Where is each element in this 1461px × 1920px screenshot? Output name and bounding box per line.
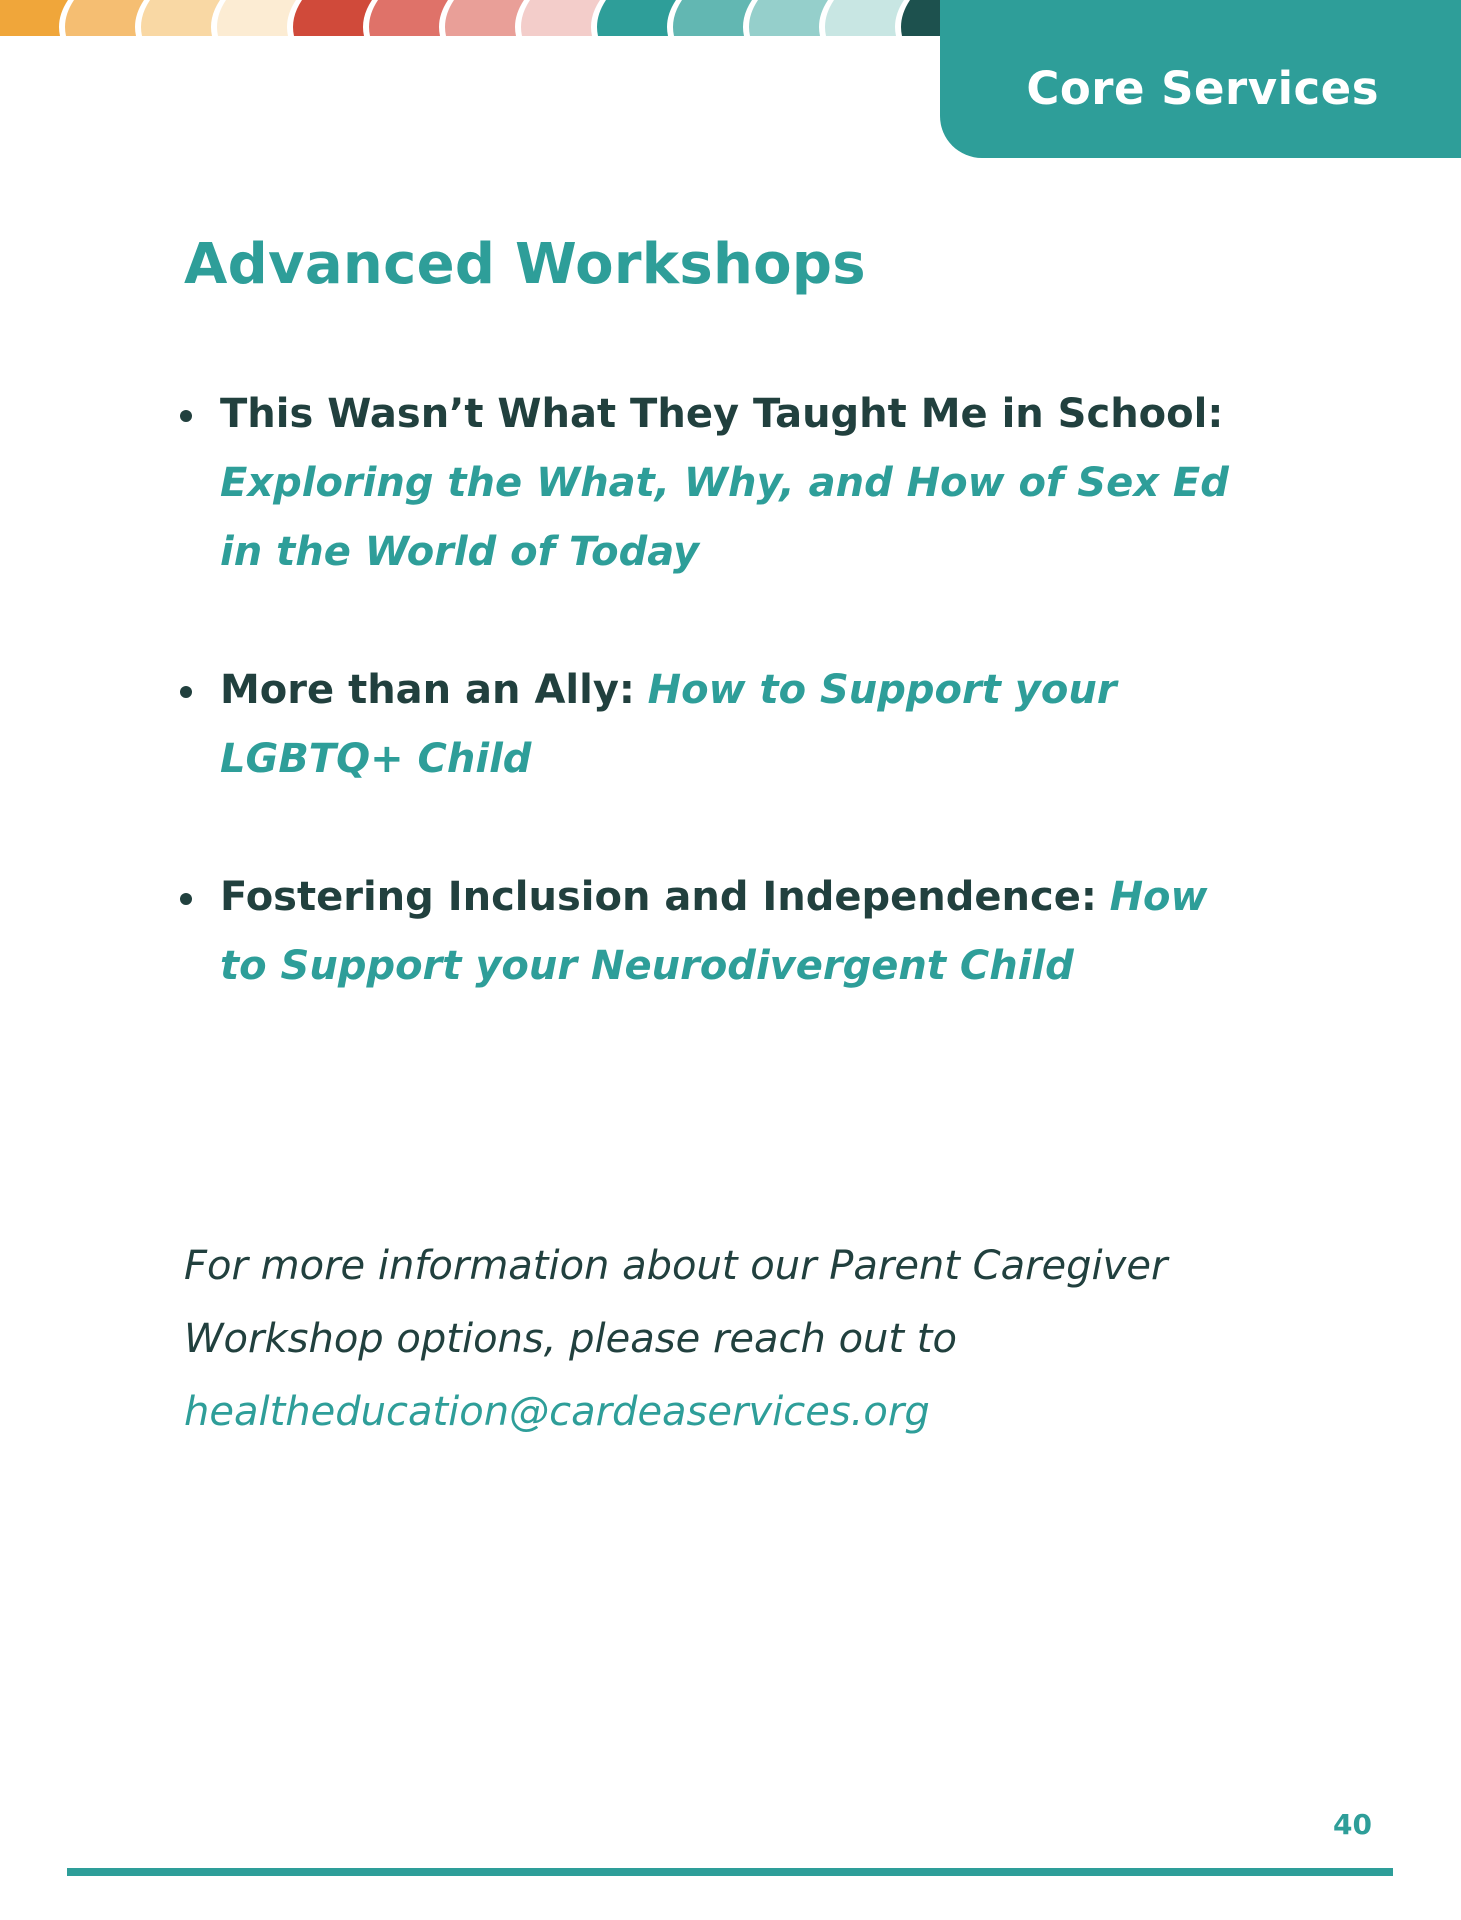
decorative-color-stripes bbox=[0, 0, 960, 36]
stripe-segment bbox=[0, 0, 68, 36]
contact-text: For more information about our Parent Caregiver Workshop options, please reach out to bbox=[184, 1243, 1168, 1362]
workshop-title: Fostering Inclusion and Independence: bbox=[220, 874, 1097, 920]
contact-email-link[interactable]: healtheducation@cardeaservices.org bbox=[184, 1389, 930, 1435]
workshop-item bbox=[220, 863, 1240, 1001]
stripe-segment bbox=[65, 0, 144, 36]
stripe-segment bbox=[141, 0, 220, 36]
stripe-segment bbox=[825, 0, 904, 36]
workshop-title: This Wasn’t What They Taught Me in School: bbox=[220, 391, 1224, 437]
stripe-segment bbox=[293, 0, 372, 36]
footer-divider bbox=[67, 1868, 1393, 1876]
stripe-segment bbox=[749, 0, 828, 36]
stripe-segment bbox=[217, 0, 296, 36]
workshop-subtitle: Exploring the What, Why, and How of Sex Ed in the World of Today bbox=[220, 460, 1229, 575]
page-title: Advanced Workshops bbox=[184, 232, 866, 297]
section-tab bbox=[940, 0, 1461, 158]
workshop-item bbox=[220, 656, 1240, 794]
workshop-item bbox=[220, 380, 1240, 587]
stripe-segment bbox=[369, 0, 448, 36]
workshop-subtitle: How to Support your LGBTQ+ Child bbox=[220, 667, 1117, 782]
workshop-list bbox=[220, 380, 1240, 1070]
stripe-segment bbox=[521, 0, 600, 36]
workshop-title: More than an Ally: bbox=[220, 667, 635, 713]
stripe-segment bbox=[597, 0, 676, 36]
workshop-subtitle: How to Support your Neurodivergent Child bbox=[220, 874, 1208, 989]
page-number: 40 bbox=[1333, 1808, 1372, 1841]
stripe-segment bbox=[673, 0, 752, 36]
section-label: Core Services bbox=[1026, 61, 1379, 115]
contact-paragraph bbox=[184, 1230, 1284, 1449]
stripe-segment bbox=[445, 0, 524, 36]
